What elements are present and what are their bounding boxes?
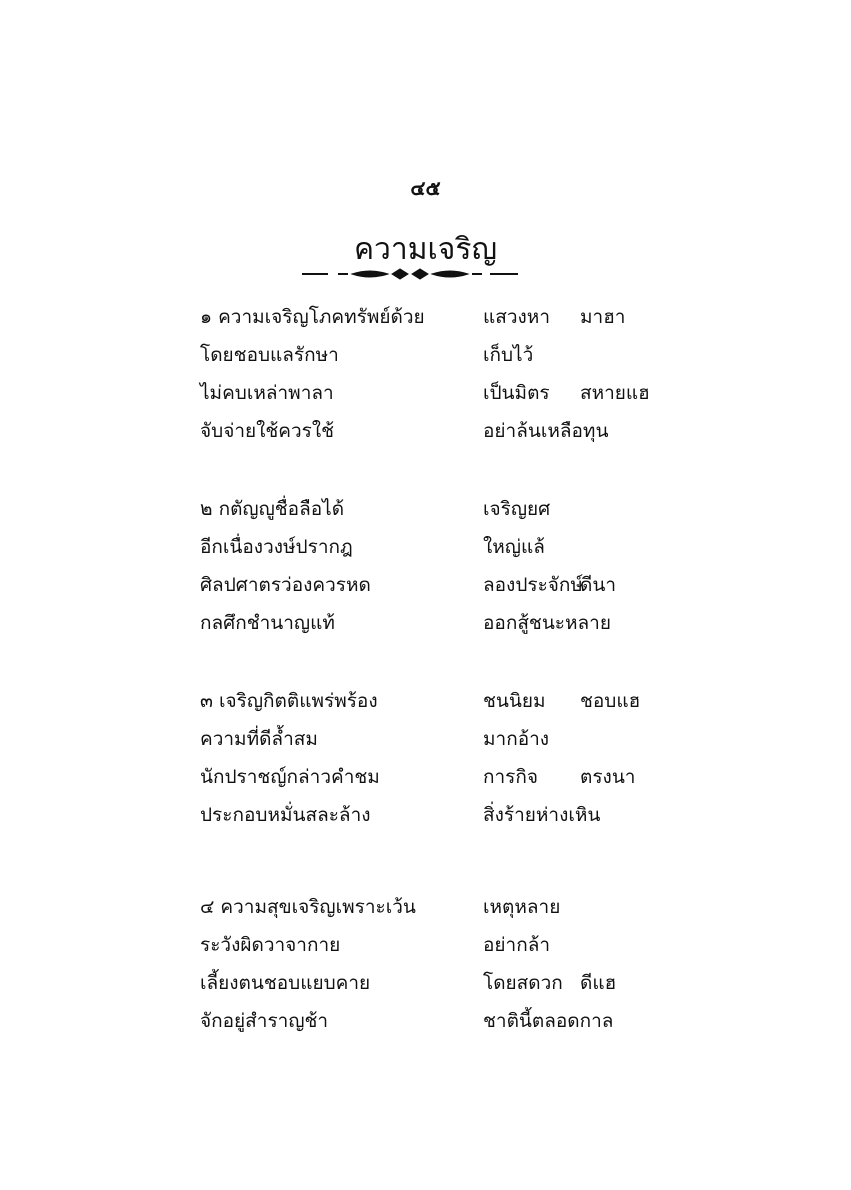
verse-line-second-half: การกิจ xyxy=(483,766,539,788)
verse-line-first-half: จักอยู่สำราญช้า xyxy=(200,1010,329,1032)
verse-line-second-half: ใหญ่แล้ xyxy=(483,536,545,558)
verse-line-ending: ดีแฮ xyxy=(580,972,617,994)
stanza-1 xyxy=(200,302,660,454)
verse-line-second-half: ชาตินี้ตลอดกาล xyxy=(483,1010,614,1032)
verse-line-second-half: โดยสดวก xyxy=(483,972,563,994)
verse-line-second-half: ออกสู้ชนะหลาย xyxy=(483,612,611,634)
verse-line-first-half: ๔ ความสุขเจริญเพราะเว้น xyxy=(200,896,416,918)
verse-line-ending: สหายแฮ xyxy=(580,382,650,404)
verse-line-first-half: ประกอบหมั่นสละล้าง xyxy=(200,804,371,826)
verse-line-second-half: มากอ้าง xyxy=(483,728,550,750)
verse-line-first-half: ๓ เจริญกิตติแพร่พร้อง xyxy=(200,690,378,712)
stanza-2 xyxy=(200,494,660,646)
verse-line xyxy=(200,762,660,800)
verse-line-second-half: เก็บไว้ xyxy=(483,344,534,366)
verse-line-ending: ชอบแฮ xyxy=(580,690,641,712)
verse-line xyxy=(200,532,660,570)
verse-line xyxy=(200,378,660,416)
verse-line-first-half: จับจ่ายใช้ควรใช้ xyxy=(200,420,335,442)
verse-line-first-half: อีกเนื่องวงษ์ปรากฎ xyxy=(200,536,353,558)
verse-line-ending: ตรงนา xyxy=(580,766,636,788)
verse-line-first-half: เลี้ยงตนชอบแยบคาย xyxy=(200,972,371,994)
verse-line-ending: ดีนา xyxy=(580,574,616,596)
verse-line-first-half: ความที่ดีล้ำสม xyxy=(200,728,318,750)
verse-line-first-half: โดยชอบแลรักษา xyxy=(200,344,339,366)
verse-line-second-half: แสวงหา xyxy=(483,306,550,328)
verse-line-second-half: เจริญยศ xyxy=(483,498,551,520)
verse-line-second-half: เป็นมิตร xyxy=(483,382,550,404)
verse-line-second-half: สิ่งร้ายห่างเหิน xyxy=(483,804,601,826)
verse-line-first-half: ไม่คบเหล่าพาลา xyxy=(200,382,334,404)
verse-line xyxy=(200,570,660,608)
verse-line-first-half: กลศึกชำนาญแท้ xyxy=(200,612,335,634)
verse-line-first-half: ศิลปศาตรว่องควรหด xyxy=(200,574,371,596)
stanza-3 xyxy=(200,686,660,838)
page-number: ๔๕ xyxy=(410,176,441,200)
verse-line xyxy=(200,494,660,532)
verse-line xyxy=(200,686,660,724)
verse-line xyxy=(200,800,660,838)
verse-line-first-half: นักปราชญ์กล่าวคำชม xyxy=(200,766,380,788)
stanza-4 xyxy=(200,892,660,1044)
title-ornament xyxy=(300,264,520,284)
verse-line xyxy=(200,608,660,646)
verse-line xyxy=(200,968,660,1006)
verse-line-second-half: ลองประจักษ์ xyxy=(483,574,583,596)
verse-line xyxy=(200,340,660,378)
verse-line-first-half: ระวังผิดวาจากาย xyxy=(200,934,341,956)
verse-line-first-half: ๑ ความเจริญโภคทรัพย์ด้วย xyxy=(200,306,425,328)
verse-line-ending: มาฮา xyxy=(580,306,626,328)
page-title: ความเจริญ xyxy=(353,232,498,267)
verse-line xyxy=(200,724,660,762)
verse-line xyxy=(200,892,660,930)
verse-line-second-half: เหตุหลาย xyxy=(483,896,561,918)
verse-line-second-half: ชนนิยม xyxy=(483,690,546,712)
verse-line xyxy=(200,1006,660,1044)
verse-line xyxy=(200,302,660,340)
verse-line-first-half: ๒ กตัญญูชื่อลือได้ xyxy=(200,498,345,520)
verse-line xyxy=(200,416,660,454)
verse-line-second-half: อย่ากล้า xyxy=(483,934,551,956)
verse-line-second-half: อย่าล้นเหลือทุน xyxy=(483,420,609,442)
verse-line xyxy=(200,930,660,968)
